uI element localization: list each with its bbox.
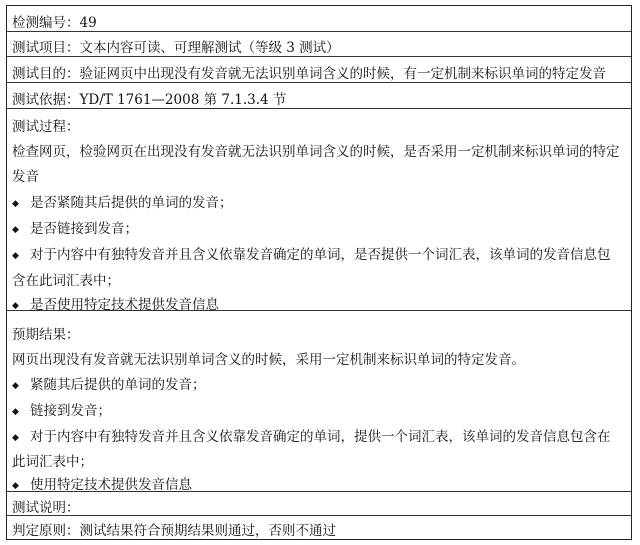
expected-bullet-1: ◆ 紧随其后提供的单词的发音；: [12, 377, 206, 393]
process-intro: 检查网页，检验网页在出现没有发音就无法识别单词含义的时候，是否采用一定机制来标识单词的特定: [12, 144, 620, 160]
test-purpose-row: [7, 57, 631, 83]
test-purpose: 测试目的：验证网页中出现没有发音就无法识别单词含义的时候，有一定机制来标识单词的特定发音: [12, 66, 606, 82]
test-item: 测试项目：文本内容可读、可理解测试（等级 3 测试）: [12, 40, 340, 56]
test-basis: 测试依据：YD/T 1761—2008 第 7.1.3.4 节: [12, 92, 287, 108]
process-bullet-1: ◆ 是否紧随其后提供的单词的发音；: [12, 195, 233, 211]
diamond-bullet-icon: ◆: [12, 251, 19, 261]
expected-bullet-3: ◆ 对于内容中有独特发音并且含义依靠发音确定的单词，提供一个词汇表，该单词的发音信息包含在: [12, 429, 611, 445]
test-basis-row: [7, 83, 631, 109]
diamond-bullet-icon: ◆: [12, 433, 19, 443]
diamond-bullet-icon: ◆: [12, 481, 19, 491]
process-bullet-4: ◆ 是否使用特定技术提供发音信息: [12, 297, 219, 313]
diamond-bullet-icon: ◆: [12, 199, 19, 209]
test-number-row: [7, 6, 631, 32]
expected-intro: 网页出现没有发音就无法识别单词含义的时候，采用一定机制来标识单词的特定发音。: [12, 352, 525, 368]
criteria: 判定原则：测试结果符合预期结果则通过，否则不通过: [12, 523, 336, 539]
test-item-row: [7, 32, 631, 57]
test-notes-row: [7, 492, 631, 516]
test-record-table: [6, 5, 632, 540]
process-bullet-3: ◆ 对于内容中有独特发音并且含义依靠发音确定的单词，是否提供一个词汇表，该单词的发音信息包: [12, 247, 611, 263]
criteria-row: [7, 516, 631, 539]
diamond-bullet-icon: ◆: [12, 225, 19, 235]
expected-bullet-4: ◆ 使用特定技术提供发音信息: [12, 477, 192, 493]
process-intro-cont: 发音: [12, 169, 39, 185]
test-number: 检测编号：49: [12, 15, 97, 31]
test-notes: 测试说明：: [12, 500, 80, 516]
process-heading: 测试过程：: [12, 119, 80, 135]
diamond-bullet-icon: ◆: [12, 407, 19, 417]
expected-result-section: [7, 311, 631, 492]
diamond-bullet-icon: ◆: [12, 381, 19, 391]
process-bullet-3-cont: 含在此词汇表中；: [12, 273, 120, 289]
test-process-section: [7, 109, 631, 311]
expected-heading: 预期结果：: [12, 327, 80, 343]
expected-bullet-2: ◆ 链接到发音；: [12, 403, 111, 419]
process-bullet-2: ◆ 是否链接到发音；: [12, 221, 138, 237]
diamond-bullet-icon: ◆: [12, 301, 19, 311]
expected-bullet-3-cont: 此词汇表中；: [12, 454, 93, 470]
